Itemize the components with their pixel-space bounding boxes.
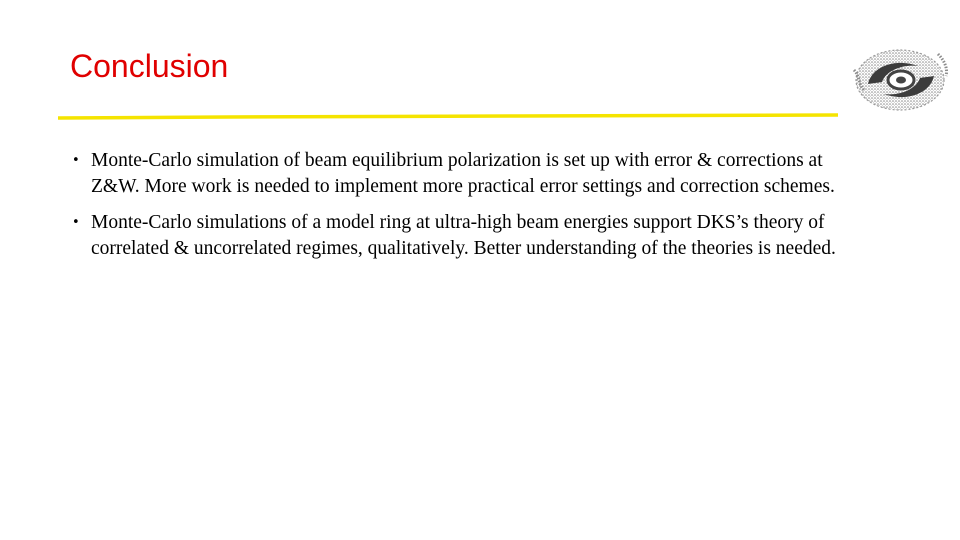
bullet-text: Monte-Carlo simulation of beam equilibrium polarization is set up with error & corrections at Z&W. More work is needed to implement more practical error settings and correction schemes. [91, 150, 835, 197]
bullet-item [72, 148, 872, 200]
institute-logo-icon [838, 40, 950, 118]
slide-title: Conclusion [70, 48, 229, 84]
bullet-item [72, 210, 872, 262]
bullet-marker: • [72, 153, 80, 168]
bullet-list [72, 148, 872, 272]
title-underline [58, 112, 838, 122]
bullet-text: Monte-Carlo simulations of a model ring at ultra-high beam energies support DKS’s theory of correlated & uncorrelated regimes, qualitatively. Better understanding of the theories is needed. [91, 212, 836, 259]
bullet-marker: • [72, 215, 80, 230]
